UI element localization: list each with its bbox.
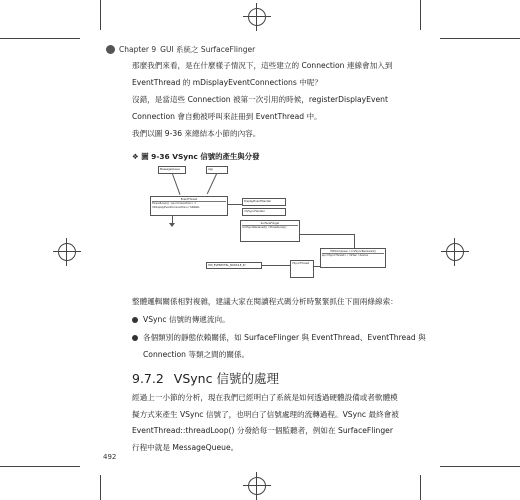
- paragraph-1: 那麼我們來看，是在什麼樣子情況下，這些建立的 Connection 連線會加入到 EventThread 的 mDisplayEventConnections 中呢？: [132, 61, 393, 87]
- event-thread-box: [150, 196, 228, 216]
- vsync-handler-box: mVSyncHandler: [242, 208, 286, 216]
- running-header: [106, 44, 255, 55]
- page-number: 492: [103, 453, 117, 461]
- connector-line: [300, 234, 354, 235]
- bullet-text-2: 各個類別的靜態依賴關係，如 SurfaceFlinger 與 EventThread、EventThread 與: [143, 333, 426, 342]
- event-thread-body: threadLoop() : sp<Connection> = mDisplayEventConnections / SIGNAL: [152, 202, 200, 209]
- section-number: 9.7.2: [132, 371, 164, 386]
- message-queue-box: MessageQueue: [158, 166, 186, 174]
- bullet-icon: [132, 335, 138, 341]
- surface-flinger-body: onVSyncReceived() / threadLoop(): [242, 226, 287, 230]
- connector-line: [228, 204, 242, 205]
- bullet-icon: [132, 317, 138, 323]
- paragraph-4: 整體邏輯關係相對複雜，建議大家在閱讀程式碼分析時緊緊抓住下面兩條線索：: [132, 297, 398, 306]
- connector-line: [354, 234, 355, 248]
- connector-line: [262, 265, 290, 266]
- crop-mark: [0, 466, 80, 467]
- paragraph-3: 我們以圖 9-36 來總結本小節的內容。: [132, 129, 261, 138]
- connector-line: [314, 266, 320, 267]
- crop-mark: [440, 38, 520, 39]
- figure-caption: [132, 151, 259, 162]
- figure-number: 圖 9-36: [141, 152, 170, 161]
- paragraph-2: 沒錯，是當這些 Connection 被第一次引用的時候，registerDisplayEvent Connection 會自動被呼叫來註冊到 EventThread 中。: [132, 95, 388, 121]
- app-box: App: [206, 166, 228, 174]
- section-title: VSync 信號的處理: [173, 371, 279, 386]
- crop-mark: [420, 0, 421, 30]
- arrow-down-icon: [169, 223, 175, 227]
- crop-mark: [440, 466, 520, 467]
- event-control-box: HW_EVENTCTRL_MODULE_ID: [206, 262, 262, 269]
- registration-mark-left: [58, 243, 76, 261]
- crop-mark: [0, 38, 80, 39]
- registration-mark-right: [446, 243, 464, 261]
- uml-diagram: [150, 162, 390, 282]
- paragraph-5: 經過上一小節的分析，現在我們已經明白了系統是如何透過硬體設備或者軟體模擬方式來產生 VSync 信號了，也明白了信號處理的流轉過程。VSync 最終會被 EventThread::threadLoop() 分發給每一個監聽者，例如在 SurfaceFlinger 行程中就是 MessageQueue。: [132, 393, 399, 452]
- figure-marker: ❖: [132, 152, 139, 161]
- display-event-handler-box: DisplayEventHandler: [242, 198, 286, 206]
- crop-mark: [100, 475, 101, 500]
- surface-flinger-box: [240, 220, 300, 242]
- connector-line: [207, 174, 217, 194]
- connector-line: [172, 174, 180, 195]
- vsync-thread-box: VSyncThread: [290, 260, 314, 278]
- registration-mark-top: [248, 8, 266, 26]
- bullet-item-2: [132, 330, 426, 345]
- chapter-bullet-icon: [106, 45, 115, 54]
- chapter-title: GUI 系統之 SurfaceFlinger: [160, 45, 256, 54]
- bullet-item-1: [132, 312, 230, 327]
- event-thread-title: EventThread: [152, 198, 226, 202]
- bullet-item-2-continued: Connection 等類之間的關係。: [143, 350, 250, 359]
- surface-flinger-title: SurfaceFlinger: [242, 222, 298, 226]
- crop-mark: [420, 475, 421, 500]
- hw-composer-body: sp<VSyncThread> / mHwc / device: [322, 254, 369, 258]
- section-heading: [132, 369, 279, 387]
- figure-title: VSync 信號的產生與分發: [172, 152, 260, 161]
- crop-mark: [100, 0, 101, 30]
- registration-mark-bottom: [248, 477, 266, 495]
- hw-composer-title: HWComposer / onVSyncReceived(): [322, 250, 384, 254]
- bullet-text-1: VSync 信號的傳遞流向。: [143, 315, 230, 324]
- chapter-label: Chapter 9: [119, 45, 157, 54]
- hw-composer-box: [320, 248, 386, 268]
